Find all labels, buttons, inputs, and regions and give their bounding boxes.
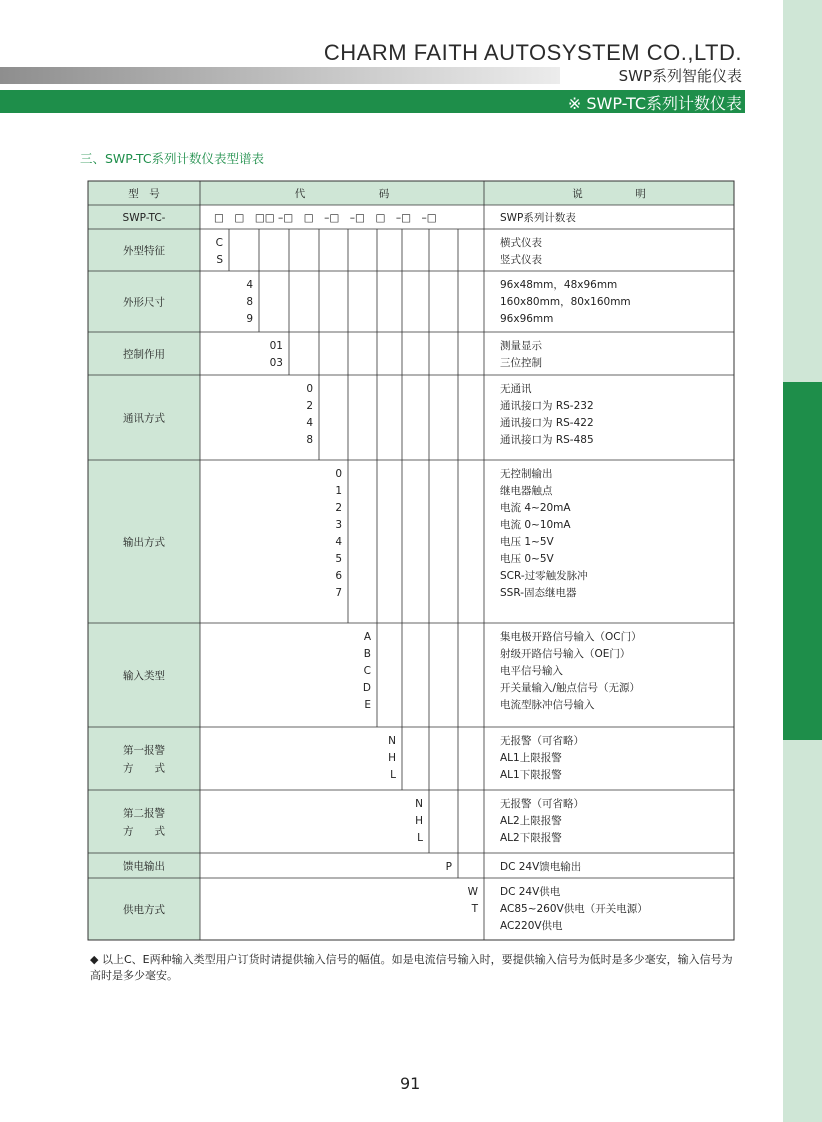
- code-option: 9: [246, 313, 253, 325]
- code-option: 8: [306, 434, 313, 446]
- code-row-description: SWP系列计数表: [500, 212, 576, 224]
- option-description: 电平信号输入: [500, 665, 563, 677]
- code-option: C: [363, 665, 371, 677]
- option-description: AC85~260V供电（开关电源）: [500, 903, 648, 915]
- code-option: L: [417, 832, 423, 844]
- code-option: A: [363, 631, 371, 643]
- row-label: 第二报警: [123, 807, 165, 820]
- code-option: N: [388, 735, 396, 747]
- header-code: 代 码: [294, 188, 390, 200]
- code-option: H: [415, 815, 423, 827]
- banner-title: ※ SWP-TC系列计数仪表: [567, 94, 742, 113]
- code-option: 2: [306, 400, 313, 412]
- option-description: DC 24V馈电输出: [500, 861, 582, 873]
- code-option: 4: [335, 536, 342, 548]
- option-description: 无报警（可省略）: [500, 798, 584, 810]
- option-description: 集电极开路信号输入（OC门）: [500, 631, 642, 643]
- option-description: 开关量输入/触点信号（无源）: [500, 682, 641, 694]
- option-description: 电压 1~5V: [500, 536, 554, 548]
- row-label: 控制作用: [123, 348, 165, 361]
- row-label: 输入类型: [123, 670, 165, 682]
- option-description: 电流 0~10mA: [500, 519, 571, 531]
- row-label: 馈电输出: [123, 860, 165, 873]
- option-description: 96x96mm: [500, 313, 554, 325]
- option-description: DC 24V供电: [500, 886, 561, 898]
- row-label: 供电方式: [123, 904, 165, 916]
- option-description: 电压 0~5V: [500, 553, 554, 565]
- code-option: 0: [306, 383, 313, 395]
- section-title: 三、SWP-TC系列计数仪表型谱表: [80, 151, 265, 166]
- row-label: 外型特征: [123, 245, 165, 257]
- company-name: CHARM FAITH AUTOSYSTEM CO.,LTD.: [323, 40, 742, 65]
- code-option: L: [390, 769, 396, 781]
- row-label-sub: 方 式: [123, 825, 165, 838]
- row-label: 外形尺寸: [123, 296, 165, 309]
- option-description: 160x80mm，80x160mm: [500, 296, 631, 308]
- code-option: 7: [335, 587, 342, 599]
- option-description: 竖式仪表: [500, 254, 542, 266]
- code-option: D: [362, 682, 371, 694]
- option-description: 三位控制: [500, 357, 542, 369]
- option-description: 射级开路信号输入（OE门）: [500, 648, 631, 660]
- code-option: 4: [246, 279, 253, 291]
- option-description: 横式仪表: [500, 237, 542, 249]
- code-option: W: [467, 886, 478, 898]
- code-option: T: [471, 903, 478, 915]
- row-label: 第一报警: [123, 744, 165, 757]
- header-subtitle: SWP系列智能仪表: [618, 67, 742, 85]
- header-description: 说 明: [572, 188, 646, 200]
- option-description: SCR-过零触发脉冲: [500, 570, 588, 582]
- option-description: 测量显示: [500, 340, 542, 352]
- header-model: 型 号: [128, 188, 160, 200]
- option-description: AL2下限报警: [500, 832, 562, 844]
- page-number: 91: [400, 1074, 421, 1093]
- option-description: 通讯接口为 RS-232: [500, 400, 594, 412]
- code-option: 5: [335, 553, 342, 565]
- code-option: C: [215, 237, 223, 249]
- option-description: SSR-固态继电器: [500, 587, 577, 599]
- row-label: 输出方式: [123, 536, 165, 549]
- option-description: 无控制输出: [500, 468, 553, 480]
- code-option: 1: [335, 485, 342, 497]
- option-description: 无通讯: [500, 383, 532, 395]
- code-row-label: SWP-TC-: [122, 212, 166, 224]
- footnote: ◆ 以上C、E两种输入类型用户订货时请提供输入信号的幅值。如是电流信号输入时，要提供输入信号为低时是多少毫安，输入信号为高时是多少毫安。: [90, 953, 733, 982]
- code-option: 6: [335, 570, 342, 582]
- option-description: 电流 4~20mA: [500, 502, 571, 514]
- code-option: B: [363, 648, 371, 660]
- option-description: AC220V供电: [500, 920, 563, 932]
- code-option: 3: [335, 519, 342, 531]
- code-option: 2: [335, 502, 342, 514]
- code-option: 0: [335, 468, 342, 480]
- option-description: AL1上限报警: [500, 752, 562, 764]
- code-option: 03: [269, 357, 283, 369]
- option-description: 通讯接口为 RS-485: [500, 434, 594, 446]
- code-option: S: [216, 254, 223, 266]
- code-pattern: □ □ □□ –□ □ –□ –□ □ –□ –□: [214, 212, 437, 224]
- code-option: N: [415, 798, 423, 810]
- code-option: 4: [306, 417, 313, 429]
- option-description: AL1下限报警: [500, 769, 562, 781]
- option-description: AL2上限报警: [500, 815, 562, 827]
- option-description: 继电器触点: [500, 485, 553, 497]
- code-option: 8: [246, 296, 253, 308]
- code-option: E: [364, 699, 371, 711]
- code-option: 01: [269, 340, 283, 352]
- row-label-sub: 方 式: [123, 762, 165, 775]
- code-option: P: [445, 861, 452, 873]
- option-description: 通讯接口为 RS-422: [500, 417, 594, 429]
- option-description: 无报警（可省略）: [500, 735, 584, 747]
- option-description: 电流型脉冲信号输入: [500, 699, 595, 711]
- row-label: 通讯方式: [123, 412, 165, 425]
- code-option: H: [388, 752, 396, 764]
- option-description: 96x48mm，48x96mm: [500, 279, 618, 291]
